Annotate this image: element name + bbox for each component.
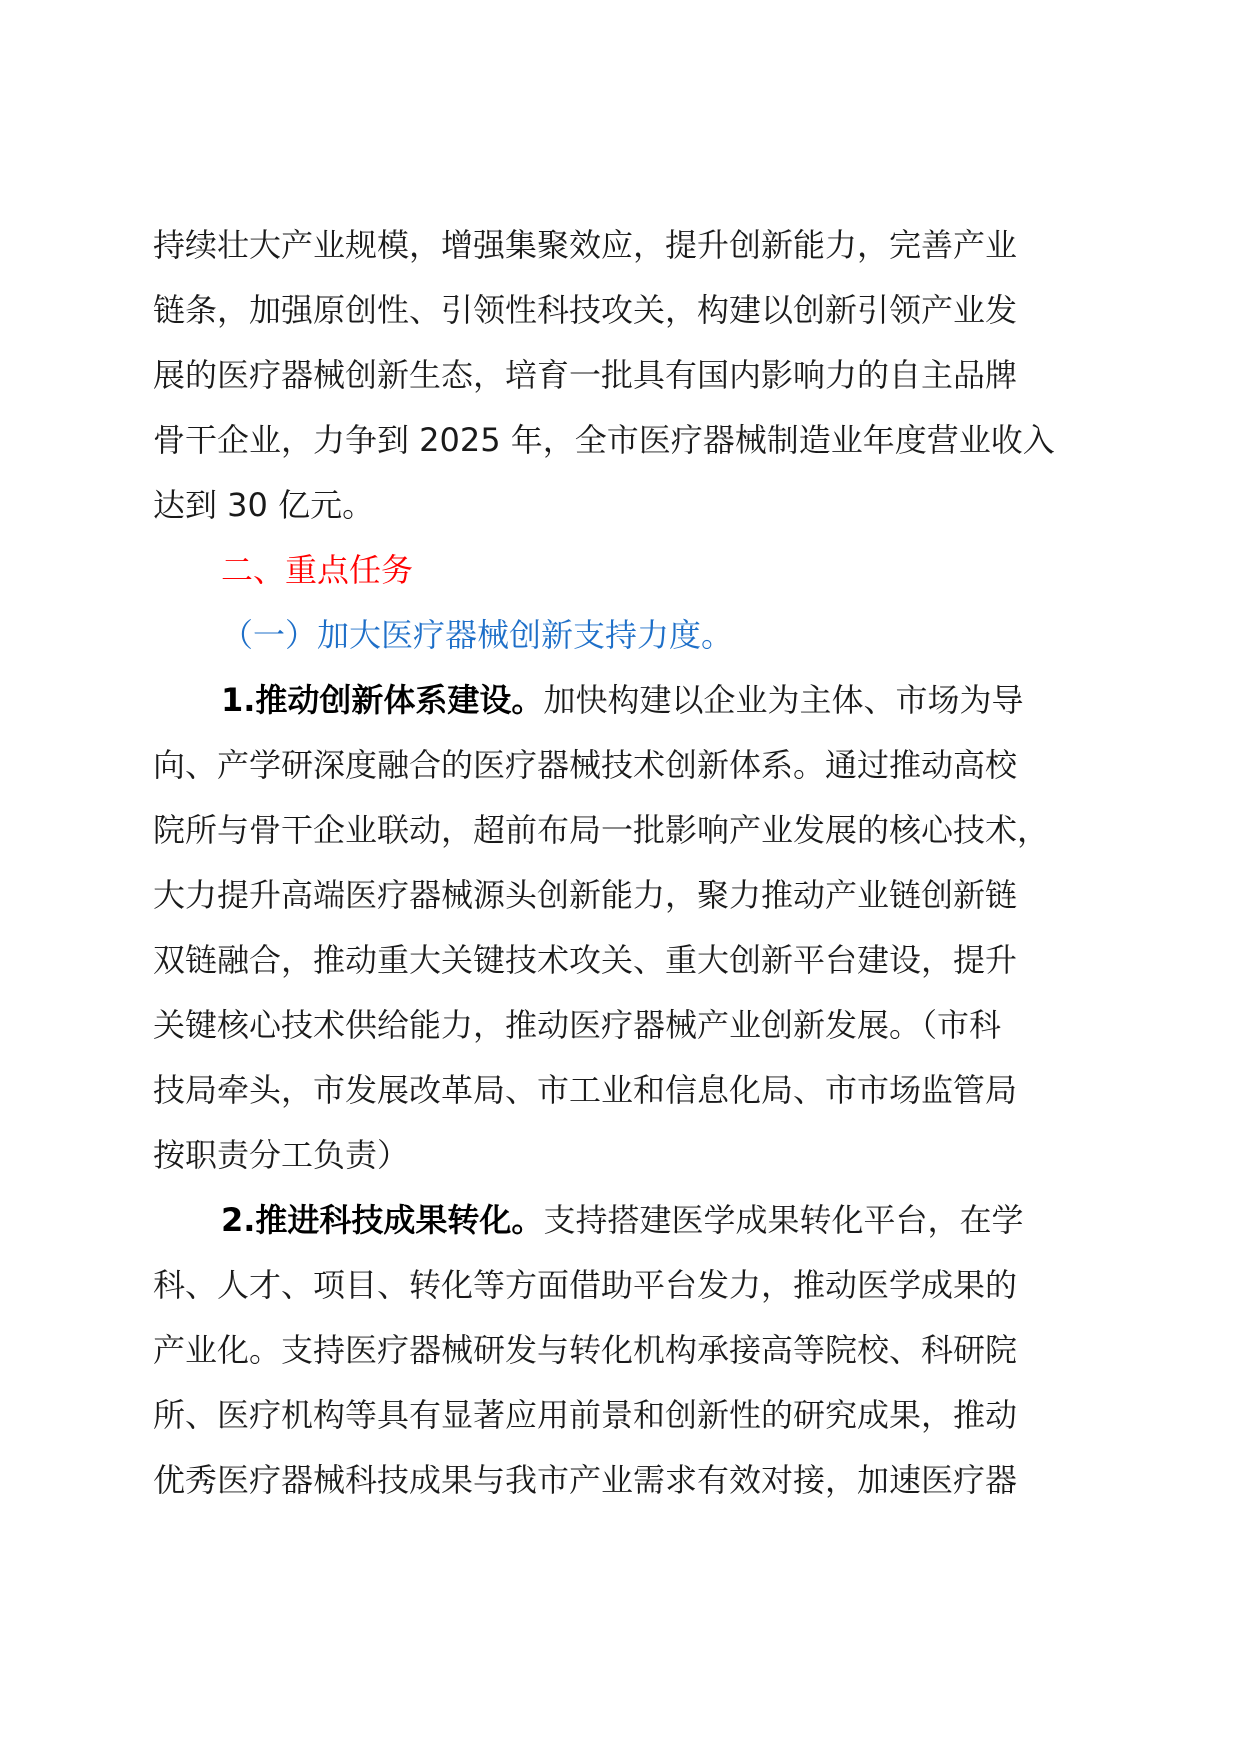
- paragraph-line: 链条，加强原创性、引领性科技攻关，构建以创新引领产业发: [153, 291, 1018, 329]
- paragraph-line: 优秀医疗器械科技成果与我市产业需求有效对接，加速医疗器: [153, 1461, 1018, 1499]
- paragraph-line: 所、医疗机构等具有显著应用前景和创新性的研究成果，推动: [153, 1396, 1018, 1434]
- section-heading: 二、重点任务: [221, 551, 414, 589]
- item-1-title: 1.推动创新体系建设。: [221, 681, 544, 719]
- item-1-paragraph: [153, 668, 1098, 1188]
- paragraph-line: 院所与骨干企业联动，超前布局一批影响产业发展的核心技术，: [153, 811, 1050, 849]
- paragraph-line: 按职责分工负责）: [153, 1136, 410, 1174]
- paragraph-line: 技局牵头，市发展改革局、市工业和信息化局、市市场监管局: [153, 1071, 1018, 1109]
- item-1-first-line: [153, 668, 1098, 733]
- paragraph-line: 持续壮大产业规模，增强集聚效应，提升创新能力，完善产业: [153, 226, 1018, 264]
- paragraph-line: 向、产学研深度融合的医疗器械技术创新体系。通过推动高校: [153, 746, 1018, 784]
- subsection-heading: （一）加大医疗器械创新支持力度。: [221, 616, 734, 654]
- intro-paragraph: [153, 213, 1098, 538]
- document-body: [153, 213, 1098, 1513]
- paragraph-line: 关键核心技术供给能力，推动医疗器械产业创新发展。（市科: [153, 1006, 1002, 1044]
- item-2-first-line-text: 支持搭建医学成果转化平台，在学: [543, 1201, 1024, 1239]
- paragraph-line: 大力提升高端医疗器械源头创新能力，聚力推动产业链创新链: [153, 876, 1018, 914]
- item-1-first-line-text: 加快构建以企业为主体、市场为导: [543, 681, 1024, 719]
- paragraph-line: 达到 30 亿元。: [153, 486, 375, 524]
- paragraph-line: 科、人才、项目、转化等方面借助平台发力，推动医学成果的: [153, 1266, 1018, 1304]
- item-2-first-line: [153, 1188, 1098, 1253]
- paragraph-line: 骨干企业，力争到 2025 年，全市医疗器械制造业年度营业收入: [153, 421, 1055, 459]
- paragraph-line: 产业化。支持医疗器械研发与转化机构承接高等院校、科研院: [153, 1331, 1018, 1369]
- paragraph-line: 展的医疗器械创新生态，培育一批具有国内影响力的自主品牌: [153, 356, 1018, 394]
- paragraph-line: 双链融合，推动重大关键技术攻关、重大创新平台建设，提升: [153, 941, 1018, 979]
- item-2-title: 2.推进科技成果转化。: [221, 1201, 544, 1239]
- item-2-paragraph: [153, 1188, 1098, 1513]
